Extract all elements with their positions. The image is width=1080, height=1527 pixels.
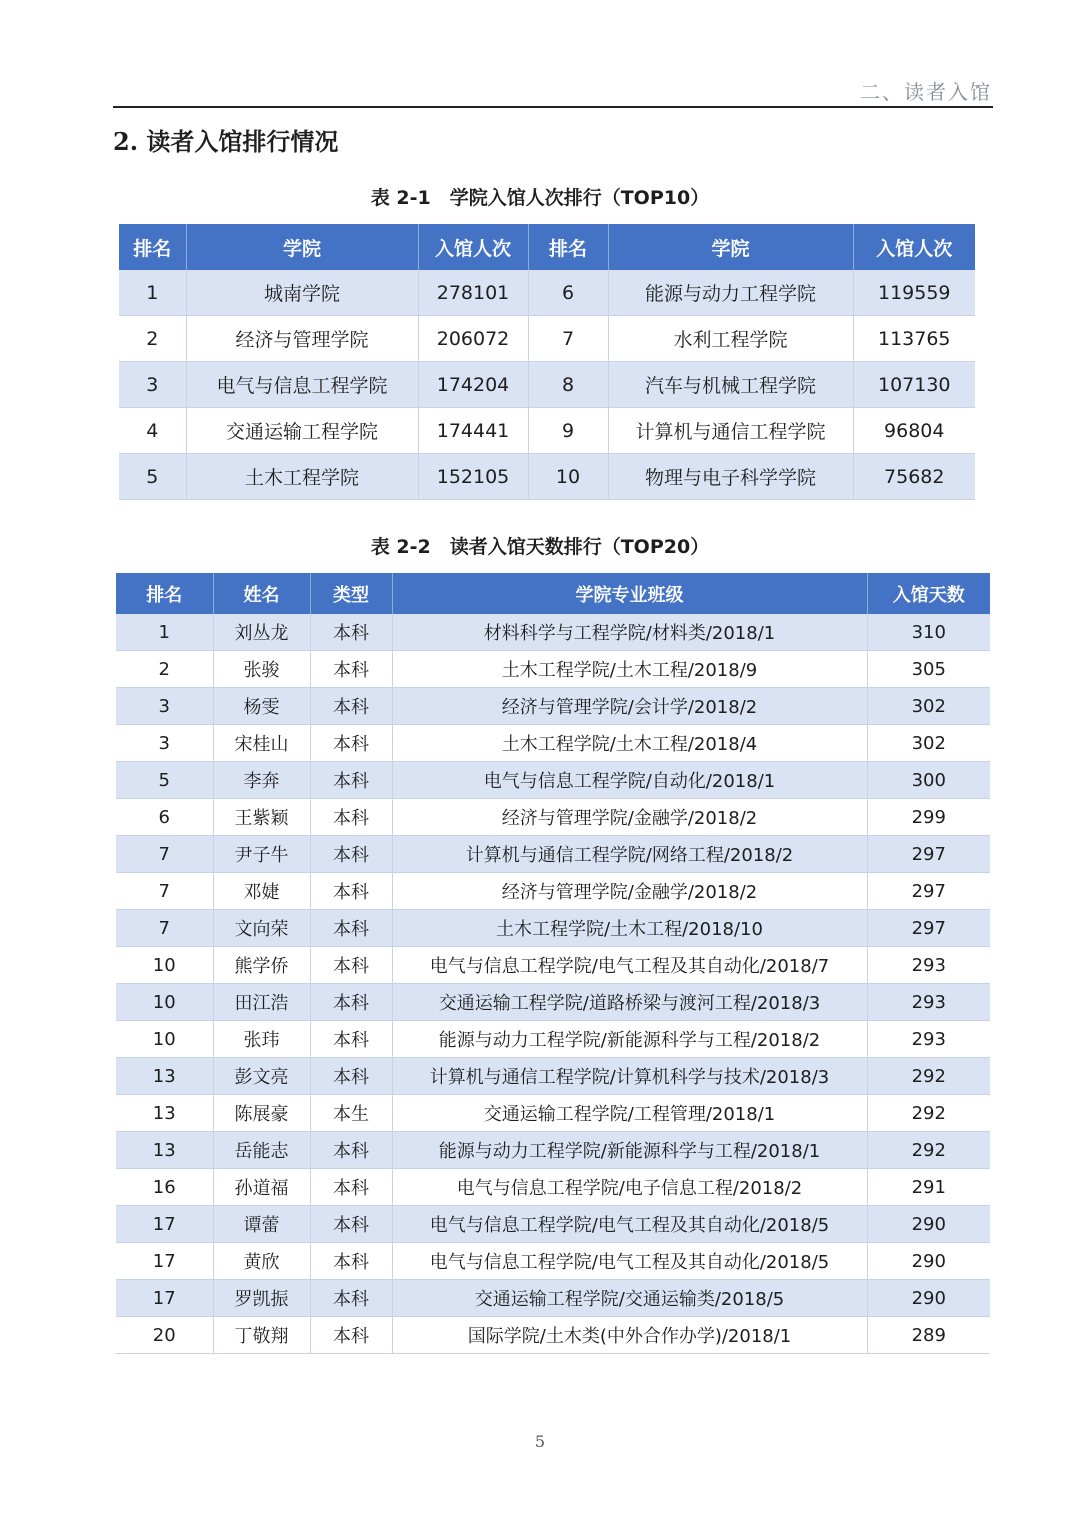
table-cell: 黄欣 — [213, 1243, 310, 1280]
table-cell: 6 — [116, 799, 213, 836]
table-cell: 17 — [116, 1243, 213, 1280]
table-cell: 本科 — [310, 1317, 392, 1354]
table-cell: 113765 — [853, 316, 975, 362]
table-cell: 10 — [528, 454, 608, 500]
table-cell: 本科 — [310, 762, 392, 799]
table2-caption: 表 2-2 读者入馆天数排行（TOP20） — [370, 536, 710, 558]
table-cell: 陈展豪 — [213, 1095, 310, 1132]
table-cell: 岳能志 — [213, 1132, 310, 1169]
table-row — [116, 762, 990, 799]
table-cell: 宋桂山 — [213, 725, 310, 762]
table-cell: 206072 — [418, 316, 528, 362]
table-cell: 9 — [528, 408, 608, 454]
table-cell: 本科 — [310, 688, 392, 725]
section-title: 2. 读者入馆排行情况 — [113, 127, 339, 156]
column-header: 类型 — [310, 573, 392, 614]
table-cell: 杨雯 — [213, 688, 310, 725]
table-cell: 经济与管理学院/会计学/2018/2 — [392, 688, 867, 725]
table-cell: 20 — [116, 1317, 213, 1354]
table-cell: 计算机与通信工程学院 — [608, 408, 853, 454]
table-cell: 汽车与机械工程学院 — [608, 362, 853, 408]
table-cell: 174204 — [418, 362, 528, 408]
table-cell: 电气与信息工程学院/自动化/2018/1 — [392, 762, 867, 799]
table-cell: 张玮 — [213, 1021, 310, 1058]
table-cell: 17 — [116, 1206, 213, 1243]
table-cell: 彭文亮 — [213, 1058, 310, 1095]
table-cell: 119559 — [853, 270, 975, 316]
table-cell: 7 — [116, 873, 213, 910]
table-cell: 张骏 — [213, 651, 310, 688]
table-cell: 城南学院 — [186, 270, 418, 316]
table-cell: 土木工程学院/土木工程/2018/9 — [392, 651, 867, 688]
table-cell: 297 — [867, 836, 990, 873]
table-cell: 经济与管理学院/金融学/2018/2 — [392, 873, 867, 910]
table-cell: 1 — [119, 270, 186, 316]
table-cell: 土木工程学院 — [186, 454, 418, 500]
table-cell: 土木工程学院/土木工程/2018/4 — [392, 725, 867, 762]
table-cell: 孙道福 — [213, 1169, 310, 1206]
table-cell: 尹子牛 — [213, 836, 310, 873]
running-header: 二、读者入馆 — [860, 80, 992, 104]
table-cell: 13 — [116, 1058, 213, 1095]
column-header: 入馆天数 — [867, 573, 990, 614]
column-header: 学院专业班级 — [392, 573, 867, 614]
table-cell: 10 — [116, 947, 213, 984]
table-cell: 王紫颖 — [213, 799, 310, 836]
table-cell: 电气与信息工程学院/电气工程及其自动化/2018/5 — [392, 1206, 867, 1243]
table-cell: 本科 — [310, 1206, 392, 1243]
table-cell: 5 — [116, 762, 213, 799]
table-row — [116, 1243, 990, 1280]
table-cell: 4 — [119, 408, 186, 454]
table-cell: 300 — [867, 762, 990, 799]
table-cell: 7 — [528, 316, 608, 362]
table-cell: 290 — [867, 1243, 990, 1280]
table-cell: 305 — [867, 651, 990, 688]
table-cell: 10 — [116, 984, 213, 1021]
table-row — [116, 947, 990, 984]
table-cell: 交通运输工程学院/工程管理/2018/1 — [392, 1095, 867, 1132]
table-row — [116, 836, 990, 873]
table-cell: 本科 — [310, 873, 392, 910]
table-cell: 3 — [116, 688, 213, 725]
table-cell: 电气与信息工程学院 — [186, 362, 418, 408]
table-cell: 16 — [116, 1169, 213, 1206]
table-cell: 293 — [867, 947, 990, 984]
table-cell: 本科 — [310, 799, 392, 836]
table-cell: 本科 — [310, 984, 392, 1021]
table-cell: 297 — [867, 910, 990, 947]
table-cell: 本科 — [310, 614, 392, 651]
table-cell: 本科 — [310, 651, 392, 688]
table-cell: 3 — [119, 362, 186, 408]
table-cell: 302 — [867, 688, 990, 725]
table-cell: 能源与动力工程学院/新能源科学与工程/2018/2 — [392, 1021, 867, 1058]
table-cell: 文向荣 — [213, 910, 310, 947]
table-cell: 302 — [867, 725, 990, 762]
column-header: 学院 — [608, 224, 853, 270]
column-header: 排名 — [116, 573, 213, 614]
table-cell: 本科 — [310, 910, 392, 947]
table-cell: 299 — [867, 799, 990, 836]
table-cell: 材料科学与工程学院/材料类/2018/1 — [392, 614, 867, 651]
table-cell: 交通运输工程学院/交通运输类/2018/5 — [392, 1280, 867, 1317]
table-cell: 计算机与通信工程学院/计算机科学与技术/2018/3 — [392, 1058, 867, 1095]
table-cell: 本科 — [310, 725, 392, 762]
table-cell: 电气与信息工程学院/电气工程及其自动化/2018/7 — [392, 947, 867, 984]
table-cell: 交通运输工程学院 — [186, 408, 418, 454]
table-cell: 13 — [116, 1095, 213, 1132]
table-cell: 297 — [867, 873, 990, 910]
table-cell: 3 — [116, 725, 213, 762]
table-cell: 292 — [867, 1095, 990, 1132]
table-cell: 289 — [867, 1317, 990, 1354]
table-cell: 292 — [867, 1058, 990, 1095]
table-cell: 熊学侨 — [213, 947, 310, 984]
table-cell: 经济与管理学院/金融学/2018/2 — [392, 799, 867, 836]
table-cell: 能源与动力工程学院/新能源科学与工程/2018/1 — [392, 1132, 867, 1169]
table-cell: 本科 — [310, 1280, 392, 1317]
table-row — [119, 454, 975, 500]
table-row — [116, 688, 990, 725]
table-cell: 5 — [119, 454, 186, 500]
table-cell: 292 — [867, 1132, 990, 1169]
table-header-row — [119, 224, 975, 270]
college-visits-table — [119, 224, 975, 500]
table-cell: 2 — [119, 316, 186, 362]
table-row — [116, 1280, 990, 1317]
table-row — [119, 362, 975, 408]
table-row — [119, 408, 975, 454]
table-cell: 1 — [116, 614, 213, 651]
table-cell: 10 — [116, 1021, 213, 1058]
table-cell: 290 — [867, 1280, 990, 1317]
table-cell: 本科 — [310, 1058, 392, 1095]
table-row — [116, 1169, 990, 1206]
column-header: 排名 — [119, 224, 186, 270]
table-cell: 电气与信息工程学院/电子信息工程/2018/2 — [392, 1169, 867, 1206]
table-row — [116, 873, 990, 910]
table-cell: 278101 — [418, 270, 528, 316]
table-row — [116, 1095, 990, 1132]
table-row — [116, 1021, 990, 1058]
table-cell: 310 — [867, 614, 990, 651]
table-cell: 96804 — [853, 408, 975, 454]
table-row — [116, 1206, 990, 1243]
table-row — [119, 270, 975, 316]
table-header-row — [116, 573, 990, 614]
table-cell: 293 — [867, 1021, 990, 1058]
table-cell: 罗凯振 — [213, 1280, 310, 1317]
table-row — [116, 799, 990, 836]
table-cell: 174441 — [418, 408, 528, 454]
table-cell: 本科 — [310, 1243, 392, 1280]
table-cell: 邓婕 — [213, 873, 310, 910]
page-number: 5 — [534, 1432, 546, 1451]
table-cell: 电气与信息工程学院/电气工程及其自动化/2018/5 — [392, 1243, 867, 1280]
table-row — [119, 316, 975, 362]
header-rule — [113, 106, 993, 108]
table-row — [116, 614, 990, 651]
table-cell: 国际学院/土木类(中外合作办学)/2018/1 — [392, 1317, 867, 1354]
column-header: 学院 — [186, 224, 418, 270]
table-cell: 交通运输工程学院/道路桥梁与渡河工程/2018/3 — [392, 984, 867, 1021]
table-cell: 本生 — [310, 1095, 392, 1132]
table-row — [116, 1317, 990, 1354]
table-cell: 本科 — [310, 836, 392, 873]
table1-caption: 表 2-1 学院入馆人次排行（TOP10） — [370, 187, 710, 209]
table-cell: 土木工程学院/土木工程/2018/10 — [392, 910, 867, 947]
table-cell: 7 — [116, 910, 213, 947]
table-cell: 152105 — [418, 454, 528, 500]
table-cell: 本科 — [310, 947, 392, 984]
table-row — [116, 651, 990, 688]
table-cell: 本科 — [310, 1132, 392, 1169]
table-row — [116, 1058, 990, 1095]
column-header: 姓名 — [213, 573, 310, 614]
table-cell: 75682 — [853, 454, 975, 500]
table-cell: 谭蕾 — [213, 1206, 310, 1243]
table-cell: 计算机与通信工程学院/网络工程/2018/2 — [392, 836, 867, 873]
table-cell: 6 — [528, 270, 608, 316]
table-cell: 290 — [867, 1206, 990, 1243]
table-cell: 13 — [116, 1132, 213, 1169]
table-cell: 田江浩 — [213, 984, 310, 1021]
table-row — [116, 984, 990, 1021]
table-cell: 本科 — [310, 1169, 392, 1206]
table-cell: 2 — [116, 651, 213, 688]
column-header: 入馆人次 — [418, 224, 528, 270]
table-cell: 7 — [116, 836, 213, 873]
table-cell: 刘丛龙 — [213, 614, 310, 651]
table-cell: 经济与管理学院 — [186, 316, 418, 362]
table-cell: 107130 — [853, 362, 975, 408]
table-cell: 293 — [867, 984, 990, 1021]
table-cell: 水利工程学院 — [608, 316, 853, 362]
table-row — [116, 910, 990, 947]
table-row — [116, 1132, 990, 1169]
column-header: 入馆人次 — [853, 224, 975, 270]
column-header: 排名 — [528, 224, 608, 270]
table-cell: 能源与动力工程学院 — [608, 270, 853, 316]
reader-days-table — [116, 573, 990, 1354]
table-cell: 8 — [528, 362, 608, 408]
table-cell: 李奔 — [213, 762, 310, 799]
table-row — [116, 725, 990, 762]
table-cell: 物理与电子科学学院 — [608, 454, 853, 500]
table-cell: 17 — [116, 1280, 213, 1317]
table-cell: 丁敬翔 — [213, 1317, 310, 1354]
table-cell: 本科 — [310, 1021, 392, 1058]
table-cell: 291 — [867, 1169, 990, 1206]
